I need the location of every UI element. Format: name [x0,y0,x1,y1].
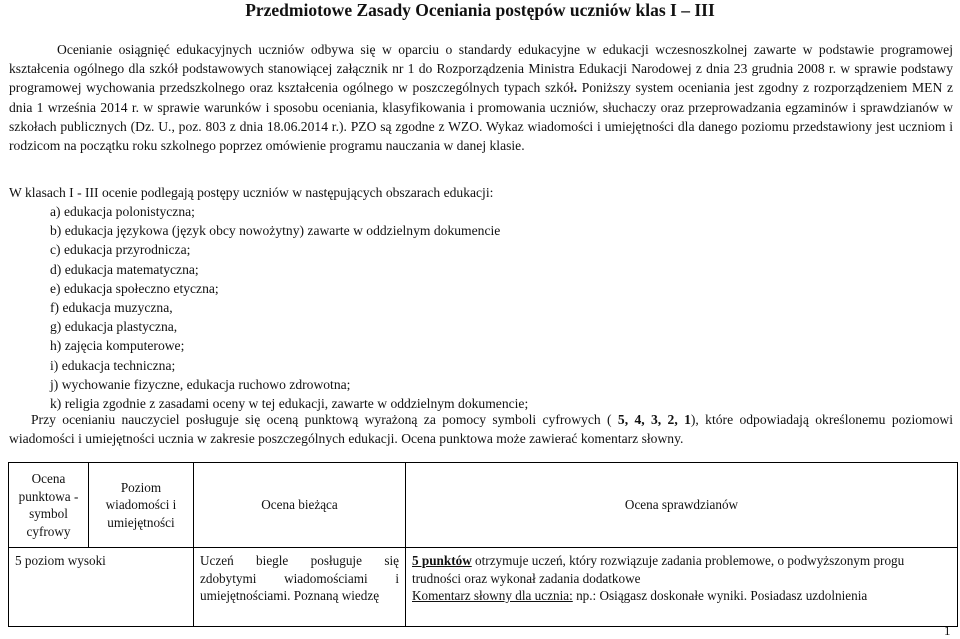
page-title: Przedmiotowe Zasady Oceniania postępów uczniów klas I – III [245,0,715,20]
table-row [9,548,958,627]
list-item: h) zajęcia komputerowe; [50,338,185,354]
list-item: c) edukacja przyrodnicza; [50,242,191,258]
list-item: e) edukacja społeczno etyczna; [50,280,219,296]
list-item: a) edukacja polonistyczna; [50,204,195,219]
grading-table [8,462,958,627]
cell-current: Uczeń biegle posługuje się zdobytymi wiadomościami i umiejętnościami. Poznaną wiedzę [194,548,406,627]
list-item: k) religia zgodnie z zasadami oceny w tej edukacji, zawarte w oddzielnym dokumencie; [50,396,529,412]
header-current: Ocena bieżąca [194,463,406,548]
comment-text: np.: Osiągasz doskonałe wyniki. Posiadasz uzdolnienia [572,588,868,603]
header-tests: Ocena sprawdzianów [406,463,958,548]
intro-period: . [573,80,578,96]
test-points: 5 punktów [412,553,472,568]
header-level: Poziom wiadomości i umiejętności [89,463,194,548]
list-item: g) edukacja plastyczna, [50,319,178,335]
list-item: i) edukacja techniczna; [50,357,176,373]
table-header-row [9,463,958,548]
comment-label: Komentarz słowny dla ucznia: [412,588,573,603]
scoring-paragraph [9,410,953,448]
intro-paragraph [9,40,953,155]
header-symbol: Ocena punktowa - symbol cyfrowy [9,463,89,548]
list-item: f) edukacja muzyczna, [50,300,173,316]
cell-symbol-level: 5 poziom wysoki [9,548,194,627]
areas-list [50,202,528,413]
list-item: j) wychowanie fizyczne, edukacja ruchowo zdrowotna; [50,376,351,392]
cell-tests [406,548,958,627]
page-number: 1 [944,623,951,638]
intro-part2: Poniższy system oceniania jest zgodny z rozporządzeniem MEN z dnia 1 września 2014 r. w sprawie warunków i sposobu oceniania, klasyfikowania i promowania uczniów, słuchaczy oraz przeprowadzania egzaminów i sprawdzianów w szkołach publicznych (Dz. U., poz. 803 z dnia 18.06.2014 r.). PZO są zgodne z WZO. Wykaz wiadomości i umiejętności dla danego poziomu przedstawiony jest uczniom i rodzicom na początku roku szkolnego poprzez omówienie programu nauczania w danej klasie. [9,80,953,154]
intro-part1: Ocenianie osiągnięć edukacyjnych uczniów odbywa się w oparciu o standardy edukacyjne w edukacji wczesnoszkolnej zawarte w podstawie programowej kształcenia ogólnego dla szkół podstawowych stanowiącej załącznik nr 1 do Rozporządzenia Ministra Edukacji Narodowej z dnia 23 grudnia 2008 r. w sprawie podstawy programowej wychowania przedszkolnego oraz kształcenia ogólnego w poszczególnych typach szkół [9,42,953,96]
test-text: otrzymuje uczeń, który rozwiązuje zadania problemowe, o podwyższonym progu trudności oraz wykonał zadania dodatkowe [412,553,905,586]
scoring-after: ), które odpowiadają określonemu poziomowi wiadomości i umiejętności ucznia w zakresie poszczególnych edukacji. Ocena punktowa może zawierać komentarz słowny. [9,412,953,447]
scoring-before: Przy ocenianiu nauczyciel posługuje się oceną punktową wyrażoną za pomocy symboli cyfrowych ( [31,412,618,427]
scoring-symbols: 5, 4, 3, 2, 1 [617,412,691,427]
list-item: b) edukacja językowa (język obcy nowożytny) zawarte w oddzielnym dokumencie [50,223,501,239]
list-item: d) edukacja matematyczna; [50,261,199,277]
areas-intro: W klasach I - III ocenie podlegają postępy uczniów w następujących obszarach edukacji: [9,185,494,200]
